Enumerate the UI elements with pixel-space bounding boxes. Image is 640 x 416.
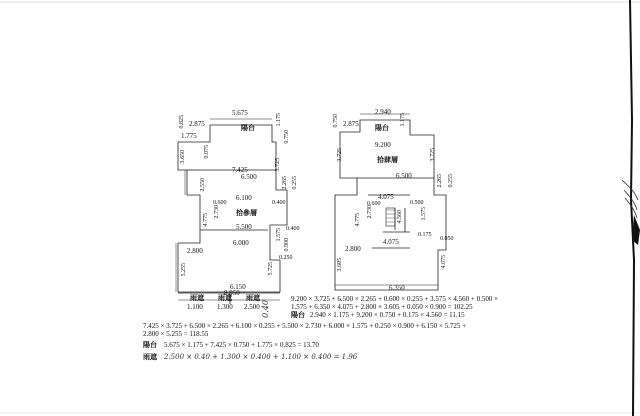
dim-label: 2.875	[343, 120, 359, 128]
dim-label: 2.265	[282, 176, 288, 190]
dim-label: 3.650	[180, 150, 186, 164]
dim-label: 3.725	[430, 148, 436, 162]
eave-label: 雨遮	[190, 294, 204, 302]
dim-label: 2.875	[189, 120, 205, 128]
dim-label: 5.675	[232, 109, 248, 117]
scan-binding-edge	[622, 0, 640, 416]
dim-label: 2.940	[375, 108, 391, 116]
dim-label: 1.775	[181, 132, 197, 140]
dim-label: 0.600	[367, 201, 381, 207]
dim-label: 0.050	[440, 236, 454, 242]
dim-label: 6.100	[236, 194, 252, 202]
dim-label: 4.075	[441, 255, 447, 269]
dim-label: 0.250	[279, 255, 293, 261]
balcony-label: 陽台	[143, 341, 157, 349]
dim-label: 2.730	[214, 205, 220, 219]
eave-label: 雨遮	[218, 294, 232, 302]
dim-label: 3.605	[337, 258, 343, 272]
dim-label: 6.500	[396, 172, 412, 180]
dim-label: 0.750	[333, 114, 339, 128]
balcony-label: 陽台	[375, 124, 389, 132]
dim-label: 4.075	[378, 193, 394, 201]
balcony-label: 陽台	[291, 311, 305, 319]
dim-label: 6.350	[389, 284, 405, 292]
dim-label: 0.255	[292, 176, 298, 190]
dim-label: 4.775	[355, 213, 361, 227]
dim-label: 0.255	[448, 174, 454, 188]
dim-label: 5.255	[181, 263, 187, 277]
dim-label: 1.100	[187, 303, 203, 311]
dim-label: 1.575	[421, 207, 427, 221]
calc-line: 1.575 + 6.350 × 4.075 + 2.800 × 3.605 + 0.050 × 0.900 = 102.25	[291, 303, 473, 311]
dim-label: 4.560	[397, 210, 403, 224]
dim-label: 3.725	[275, 158, 281, 172]
dim-label: 0.750	[284, 130, 290, 144]
dim-label: 0.600	[213, 200, 227, 206]
dim-label: 8.950	[224, 289, 240, 297]
dim-label: 4.075	[383, 238, 399, 246]
dim-label: 0.175	[418, 232, 432, 238]
dim-label: 3.725	[337, 148, 343, 162]
dim-label: 7.425	[232, 166, 248, 174]
balcony-label: 陽台	[241, 124, 255, 132]
dim-label: 0.825	[179, 115, 185, 129]
dim-label: 1.300	[217, 303, 233, 311]
calc-line: 9.200 × 3.725 + 6.500 × 2.265 + 0.600 × 0.255 + 3.575 × 4.560 + 0.500 ×	[291, 295, 499, 303]
dim-label: 9.200	[375, 141, 391, 149]
dim-label: 0.900	[284, 238, 290, 252]
dim-label: 2.265	[437, 174, 443, 188]
dim-label: 0.075	[204, 145, 210, 159]
calc-line: 7.425 × 3.725 + 6.500 × 2.265 + 6.100 × 0.255 + 5.500 × 2.730 + 6.000 × 1.575 + 0.250 × 0.900 + 6.150 × 5.725 +	[143, 322, 467, 330]
dim-label: 0.500	[410, 200, 424, 206]
dim-label: 6.500	[241, 173, 257, 181]
dim-label: 2.730	[367, 205, 373, 219]
floor-label: 拾肆層	[377, 156, 398, 164]
calc-line: 5.675 × 1.175 + 7.425 × 0.750 + 1.775 × 0.825 = 13.70	[164, 341, 319, 349]
handwritten-note: 0.40	[261, 300, 270, 318]
dim-label: 6.000	[233, 239, 249, 247]
dim-label: 1.175	[400, 113, 406, 127]
eave-label: 雨遮	[143, 353, 157, 361]
calc-line: 2.940 × 1.175 + 9.200 × 0.750 + 0.175 × 4.560 = 11.15	[310, 311, 465, 319]
dim-label: 6.150	[230, 283, 246, 291]
dim-label: 5.500	[236, 223, 252, 231]
dim-label: 1.175	[276, 113, 282, 127]
calc-line: 2.800 × 5.255 = 118.55	[143, 330, 209, 338]
dim-label: 0.400	[286, 226, 300, 232]
dim-label: 2.800	[187, 247, 203, 255]
calc-line: 2.500 × 0.40 + 1.300 × 0.400 + 1.100 × 0.400 = 1.96	[164, 353, 358, 361]
eave-label: 雨遮	[246, 294, 260, 302]
floor-label: 拾參層	[236, 209, 257, 217]
dim-label: 5.725	[268, 262, 274, 276]
dim-label: 1.575	[276, 228, 282, 242]
dim-label: 0.400	[272, 200, 286, 206]
dim-label: 4.775	[203, 213, 209, 227]
dim-label: 2.800	[345, 245, 361, 253]
dim-label: 2.550	[200, 178, 206, 192]
dim-label: 2.500	[244, 303, 260, 311]
